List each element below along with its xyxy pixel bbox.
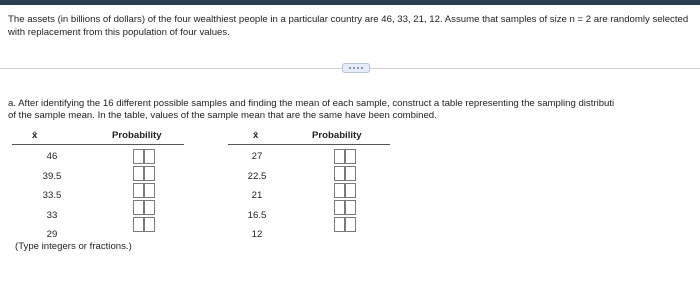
question-text	[8, 98, 700, 122]
right-probability-input[interactable]	[345, 183, 356, 198]
right-probability-input[interactable]	[334, 200, 345, 215]
left-probability-input[interactable]	[133, 200, 144, 215]
left-probability-input[interactable]	[133, 166, 144, 181]
right-probability-input[interactable]	[334, 166, 345, 181]
left-probability-input[interactable]	[144, 166, 155, 181]
question-line-2: of the sample mean. In the table, values of the sample mean that are the same have been combined.	[8, 110, 437, 121]
left-probability-input[interactable]	[133, 183, 144, 198]
left-probability-header: Probability	[112, 130, 162, 141]
more-dot-icon	[357, 67, 359, 69]
left-xbar-value: 33	[46, 210, 58, 221]
more-dot-icon	[349, 67, 351, 69]
left-probability-input[interactable]	[144, 149, 155, 164]
right-xbar-header: x̄	[253, 130, 259, 141]
left-probability-input[interactable]	[144, 217, 155, 232]
left-header-rule	[12, 144, 184, 145]
answer-format-note: (Type integers or fractions.)	[15, 241, 132, 252]
right-probability-input[interactable]	[345, 149, 356, 164]
left-probability-input[interactable]	[133, 217, 144, 232]
right-xbar-value: 27	[251, 151, 263, 162]
left-xbar-value: 29	[46, 229, 58, 240]
left-xbar-value: 39.5	[42, 171, 62, 182]
right-probability-input[interactable]	[334, 217, 345, 232]
left-xbar-value: 46	[46, 151, 58, 162]
left-xbar-header: x̄	[32, 130, 38, 141]
right-xbar-value: 21	[251, 190, 263, 201]
right-xbar-value: 16.5	[247, 210, 267, 221]
right-probability-input[interactable]	[334, 183, 345, 198]
right-xbar-value: 12	[251, 229, 263, 240]
right-probability-input[interactable]	[345, 200, 356, 215]
right-probability-input[interactable]	[345, 166, 356, 181]
left-probability-input[interactable]	[144, 183, 155, 198]
right-probability-input[interactable]	[334, 149, 345, 164]
problem-intro: The assets (in billions of dollars) of the four wealthiest people in a particular country are 46, 33, 21, 12. Assume that samples of size n = 2 are randomly selected with replacement from this population of four values.	[8, 14, 689, 38]
top-bar	[0, 0, 700, 5]
question-line-1: a. After identifying the 16 different possible samples and finding the mean of each sample, construct a table representing the sampling distributi	[8, 98, 615, 109]
expand-more-button[interactable]	[342, 63, 370, 73]
right-xbar-value: 22.5	[247, 171, 267, 182]
right-probability-input[interactable]	[345, 217, 356, 232]
left-xbar-value: 33.5	[42, 190, 62, 201]
right-probability-header: Probability	[312, 130, 362, 141]
left-probability-input[interactable]	[133, 149, 144, 164]
more-dot-icon	[353, 67, 355, 69]
more-dot-icon	[361, 67, 363, 69]
right-header-rule	[228, 144, 390, 145]
left-probability-input[interactable]	[144, 200, 155, 215]
